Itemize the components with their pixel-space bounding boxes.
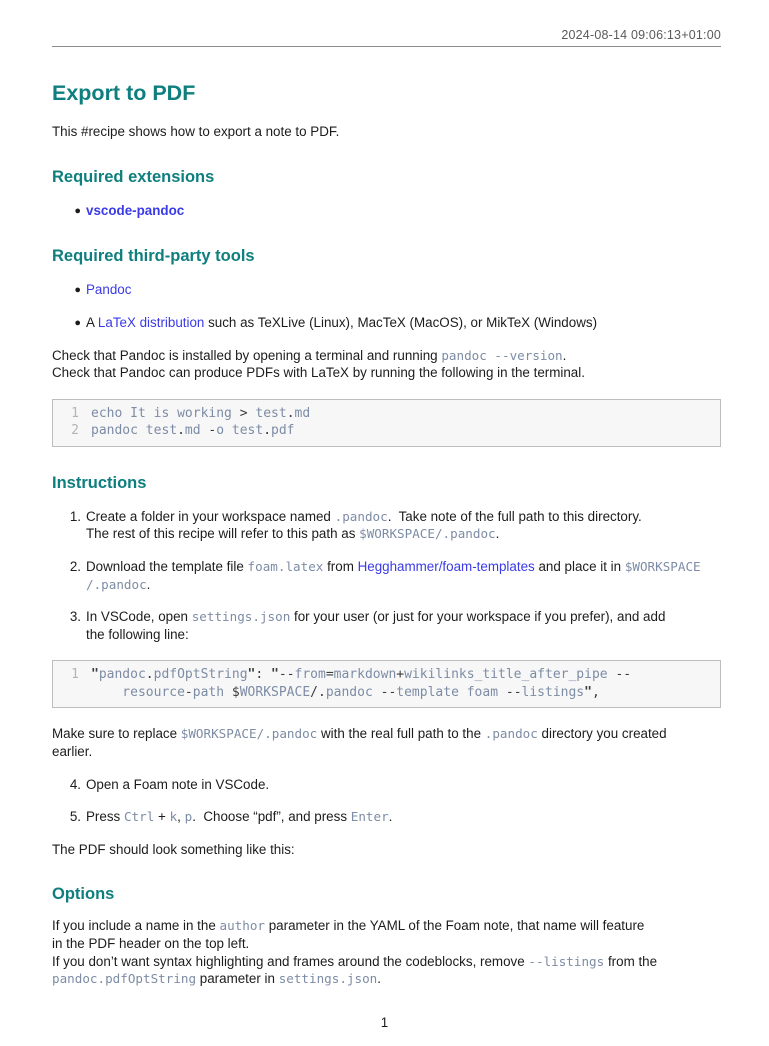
list-item-body	[86, 202, 721, 220]
code-text	[91, 405, 310, 423]
text-run: such as TeXLive (Linux), MacTeX (MacOS), or MikTeX (Windows)	[204, 314, 598, 330]
inline-code: foam.latex	[247, 558, 324, 574]
text-run: and place it in	[534, 558, 625, 574]
text-run: Download the template file	[86, 558, 248, 574]
header-datetime: 2024-08-14 09:06:13+01:00	[561, 28, 721, 42]
item-number: 4.	[69, 776, 81, 792]
code-token: ,	[591, 684, 600, 700]
code-token: -	[615, 667, 624, 683]
bullet-marker: ●	[74, 204, 81, 217]
list-item	[52, 314, 721, 332]
text-line	[52, 970, 721, 988]
text-line	[86, 626, 721, 644]
code-token: listings	[521, 684, 585, 700]
inline-link[interactable]: Hegghammer/foam-templates	[357, 558, 535, 574]
text-line	[86, 808, 721, 826]
text-run: .	[146, 576, 151, 592]
code-token: resource	[91, 684, 185, 700]
list-item	[52, 808, 721, 826]
code-block	[52, 660, 721, 708]
item-number: 2.	[69, 558, 81, 574]
list-item-body	[86, 808, 721, 826]
code-line	[53, 422, 714, 440]
code-line	[53, 666, 714, 684]
text-run: The rest of this recipe will refer to this path as	[86, 526, 360, 542]
code-token: -	[513, 684, 522, 700]
code-token: "	[271, 667, 279, 683]
inline-code: k	[169, 809, 178, 825]
code-token: wikilinks_title_after_pipe	[404, 667, 616, 683]
code-token: pandoc test	[91, 423, 178, 439]
code-token: o test	[216, 423, 264, 439]
code-token: >	[239, 405, 248, 421]
list-item-body	[86, 608, 721, 643]
code-token: /	[310, 684, 318, 700]
line-number	[53, 684, 79, 702]
paragraph	[52, 841, 721, 859]
list-item-body	[86, 558, 721, 593]
code-token: pdfOptString	[153, 667, 248, 683]
code-token: pdf	[271, 423, 295, 439]
item-number: 3.	[69, 609, 81, 625]
code-line	[53, 684, 714, 702]
bullet-marker: ●	[74, 283, 81, 296]
header-rule	[52, 46, 721, 47]
numbered-list	[52, 508, 721, 644]
text-run: in the PDF header on the top left.	[52, 935, 250, 951]
code-token: md	[294, 405, 311, 421]
list-item-body	[86, 314, 721, 332]
inline-code: $WORKSPACE/.pandoc	[359, 526, 496, 542]
text-line	[52, 123, 721, 141]
line-number: 1	[71, 667, 79, 683]
text-run: with the real full path to the	[317, 726, 485, 742]
code-token: md	[184, 423, 209, 439]
text-run: Open a Foam note in VSCode.	[86, 776, 270, 792]
text-line	[86, 281, 721, 299]
code-token: -	[505, 684, 514, 700]
inline-code: Enter	[350, 809, 389, 825]
text-line	[52, 935, 721, 953]
code-token	[263, 667, 271, 682]
document-body	[52, 81, 721, 988]
text-run: +	[154, 809, 170, 825]
item-number: 1.	[69, 508, 81, 524]
section-heading: Required extensions	[52, 167, 215, 186]
page-footer	[0, 1015, 769, 1030]
code-token: -	[286, 667, 295, 683]
list-item	[52, 558, 721, 593]
code-token: WORKSPACE	[239, 684, 311, 700]
inline-code: settings.json	[191, 609, 291, 625]
inline-code: $WORKSPACE	[624, 558, 701, 574]
inline-code: --listings	[528, 953, 605, 969]
text-run: . Choose “pdf”, and press	[192, 809, 351, 825]
inline-code: pandoc.pdfOptString	[52, 971, 197, 987]
code-token: :	[255, 667, 264, 683]
list-item-body	[86, 508, 721, 543]
code-token: "	[91, 667, 99, 683]
code-token: pandoc	[325, 684, 381, 700]
code-block	[52, 399, 721, 447]
text-run: This #recipe shows how to export a note to PDF.	[52, 124, 340, 139]
text-line	[86, 576, 721, 594]
text-line	[86, 508, 721, 526]
code-token: =	[325, 667, 334, 683]
code-token: template foam	[396, 684, 506, 700]
paragraph	[52, 917, 721, 987]
page-header	[52, 28, 721, 47]
text-line	[52, 725, 721, 743]
text-run: from the	[604, 953, 658, 969]
text-line	[86, 314, 721, 332]
text-line	[52, 364, 721, 382]
list-item	[52, 202, 721, 220]
code-token: -	[278, 667, 287, 683]
text-run: Check that Pandoc is installed by opening a terminal and running	[52, 347, 442, 363]
text-run: earlier.	[52, 743, 93, 759]
inline-code: pandoc --version	[441, 347, 563, 363]
text-run: directory you created	[537, 726, 667, 742]
inline-code: .pandoc	[334, 508, 388, 524]
code-token: -	[184, 684, 193, 700]
code-token: .	[177, 423, 185, 439]
text-run: Create a folder in your workspace named	[86, 508, 335, 524]
list-item	[52, 508, 721, 543]
text-run: from	[323, 558, 358, 574]
bullet-list	[52, 202, 721, 220]
inline-link[interactable]: vscode-pandoc	[86, 202, 185, 218]
code-token: "	[584, 684, 592, 700]
text-run: Press	[86, 809, 124, 825]
inline-code: p	[184, 809, 193, 825]
text-run: .	[495, 526, 500, 542]
section-heading: Options	[52, 885, 115, 904]
code-line	[53, 405, 714, 423]
list-item	[52, 608, 721, 643]
inline-code: Ctrl	[123, 809, 155, 825]
text-run: parameter in the YAML of the Foam note, that name will feature	[265, 918, 645, 934]
code-text	[91, 422, 295, 440]
bullet-marker: ●	[74, 316, 81, 329]
numbered-list	[52, 776, 721, 826]
text-run: If you include a name in the	[52, 918, 220, 934]
inline-code: $WORKSPACE/.pandoc	[180, 726, 318, 742]
text-run: A	[86, 314, 98, 330]
text-run: Check that Pandoc can produce PDFs with LaTeX by running the following in the terminal.	[52, 365, 585, 381]
inline-link[interactable]: LaTeX distribution	[97, 314, 205, 330]
code-token: +	[396, 667, 405, 683]
item-number: 5.	[69, 809, 81, 825]
paragraph	[52, 347, 721, 382]
text-run: If you don’t want syntax highlighting and frames around the codeblocks, remove	[52, 953, 529, 969]
code-token: -	[623, 667, 632, 683]
text-line	[52, 347, 721, 365]
text-run: .	[377, 971, 381, 987]
text-run: the following line:	[86, 626, 189, 642]
text-run: parameter in	[196, 971, 279, 987]
text-line	[52, 953, 721, 971]
list-item-body	[86, 776, 721, 794]
paragraph	[52, 123, 721, 141]
code-token: "	[247, 667, 256, 683]
text-run: In VSCode, open	[86, 609, 192, 625]
section-heading: Required third-party tools	[52, 246, 255, 265]
code-token: -	[388, 684, 397, 700]
list-item	[52, 776, 721, 794]
text-run: for your user (or just for your workspace if you prefer), and add	[290, 609, 666, 625]
code-token: from	[294, 667, 326, 683]
page-title: Export to PDF	[52, 81, 196, 105]
text-run: ,	[177, 809, 185, 825]
line-number: 1	[71, 405, 79, 421]
code-token: markdown	[333, 667, 397, 683]
inline-link[interactable]: Pandoc	[86, 281, 132, 297]
inline-code: settings.json	[278, 971, 378, 987]
code-token: -	[208, 423, 217, 439]
text-line	[52, 743, 721, 761]
line-number: 2	[71, 423, 79, 439]
code-token: .	[263, 423, 272, 439]
text-run: . Take note of the full path to this directory.	[387, 508, 642, 524]
text-line	[86, 558, 721, 576]
code-token: path	[192, 684, 232, 700]
code-text	[91, 684, 600, 702]
text-line	[86, 525, 721, 543]
text-run: .	[562, 347, 567, 363]
code-token: -	[380, 684, 389, 700]
code-text	[91, 666, 631, 684]
code-token: .	[145, 667, 154, 683]
paragraph	[52, 725, 721, 760]
inline-code: .pandoc	[484, 726, 538, 742]
text-line	[86, 776, 721, 794]
code-token: echo It is working	[91, 405, 240, 421]
text-line	[52, 841, 721, 859]
section-heading: Instructions	[52, 473, 147, 492]
text-line	[86, 202, 721, 220]
code-token: $	[231, 684, 240, 700]
text-run: Make sure to replace	[52, 726, 181, 742]
inline-code: author	[219, 918, 265, 934]
list-item-body	[86, 281, 721, 299]
code-token: .	[318, 684, 326, 700]
text-run: The PDF should look something like this:	[52, 841, 295, 857]
code-token: pandoc	[98, 667, 146, 683]
list-item	[52, 281, 721, 299]
text-line	[52, 917, 721, 935]
bullet-list	[52, 281, 721, 332]
text-line	[86, 608, 721, 626]
code-token: .	[286, 405, 295, 421]
page-number: 1	[380, 1015, 389, 1030]
text-run: .	[388, 809, 393, 825]
code-token: test	[247, 405, 287, 421]
inline-code: /.pandoc	[86, 576, 147, 592]
